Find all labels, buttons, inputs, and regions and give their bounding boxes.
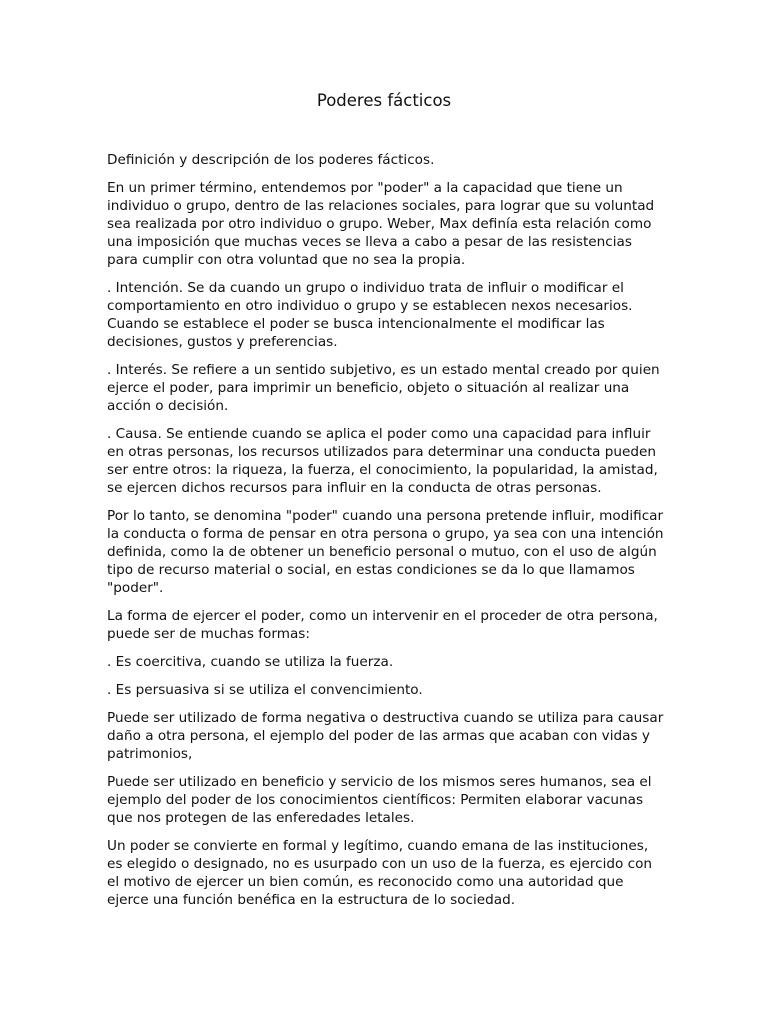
paragraph-definicion: Definición y descripción de los poderes fácticos.	[107, 152, 435, 168]
page-title: Poderes fácticos	[316, 91, 452, 110]
paragraph-primer-termino: En un primer término, entendemos por "poder" a la capacidad que tiene un individuo o grupo, dentro de las relaciones sociales, para lograr que su voluntad sea realizada por otro individuo o grupo. Weber, Max definía esta relación como una imposición que muchas veces se lleva a cabo a pesar de las resistencias para cumplir con otra voluntad que no sea la propia.	[107, 180, 655, 268]
paragraph-poder-formal: Un poder se convierte en formal y legítimo, cuando emana de las instituciones, es elegido o designado, no es usurpado con un uso de la fuerza, es ejercido con el motivo de ejercer un bien común, es reconocido como una autoridad que ejerce una función benéfica en la estructura de lo sociedad.	[107, 838, 653, 908]
paragraph-causa: . Causa. Se entiende cuando se aplica el poder como una capacidad para influir en otras personas, los recursos utilizados para determinar una conducta pueden ser entre otros: la riqueza, la fuerza, el conocimiento, la popularidad, la amistad, se ejercen dichos recursos para influir en la conducta de otras personas.	[107, 426, 658, 496]
paragraph-forma-negativa: Puede ser utilizado de forma negativa o destructiva cuando se utiliza para causar daño a otra persona, el ejemplo del poder de las armas que acaban con vidas y patrimonios,	[107, 710, 664, 762]
paragraph-interes: . Interés. Se refiere a un sentido subjetivo, es un estado mental creado por quien ejerce el poder, para imprimir un beneficio, objeto o situación al realizar una acción o decisión.	[107, 362, 660, 414]
paragraph-forma-de-ejercer: La forma de ejercer el poder, como un intervenir en el proceder de otra persona, puede ser de muchas formas:	[107, 608, 658, 642]
paragraph-intencion: . Intención. Se da cuando un grupo o individuo trata de influir o modificar el comportamiento en otro individuo o grupo y se establecen nexos necesarios. Cuando se establece el poder se busca intencionalmente el modificar las decisiones, gustos y preferencias.	[107, 280, 633, 350]
paragraph-por-lo-tanto: Por lo tanto, se denomina "poder" cuando una persona pretende influir, modificar la conducta o forma de pensar en otra persona o grupo, ya sea con una intención definida, como la de obtener un beneficio personal o mutuo, con el uso de algún tipo de recurso material o social, en estas condiciones se da lo que llamamos "poder".	[107, 508, 664, 596]
document-body	[107, 151, 667, 919]
paragraph-beneficio: Puede ser utilizado en beneficio y servicio de los mismos seres humanos, sea el ejemplo del poder de los conocimientos científicos: Permiten elaborar vacunas que nos protegen de las enferedades letales.	[107, 774, 652, 826]
paragraph-persuasiva: . Es persuasiva si se utiliza el convencimiento.	[107, 682, 423, 698]
paragraph-coercitiva: . Es coercitiva, cuando se utiliza la fuerza.	[107, 654, 394, 670]
